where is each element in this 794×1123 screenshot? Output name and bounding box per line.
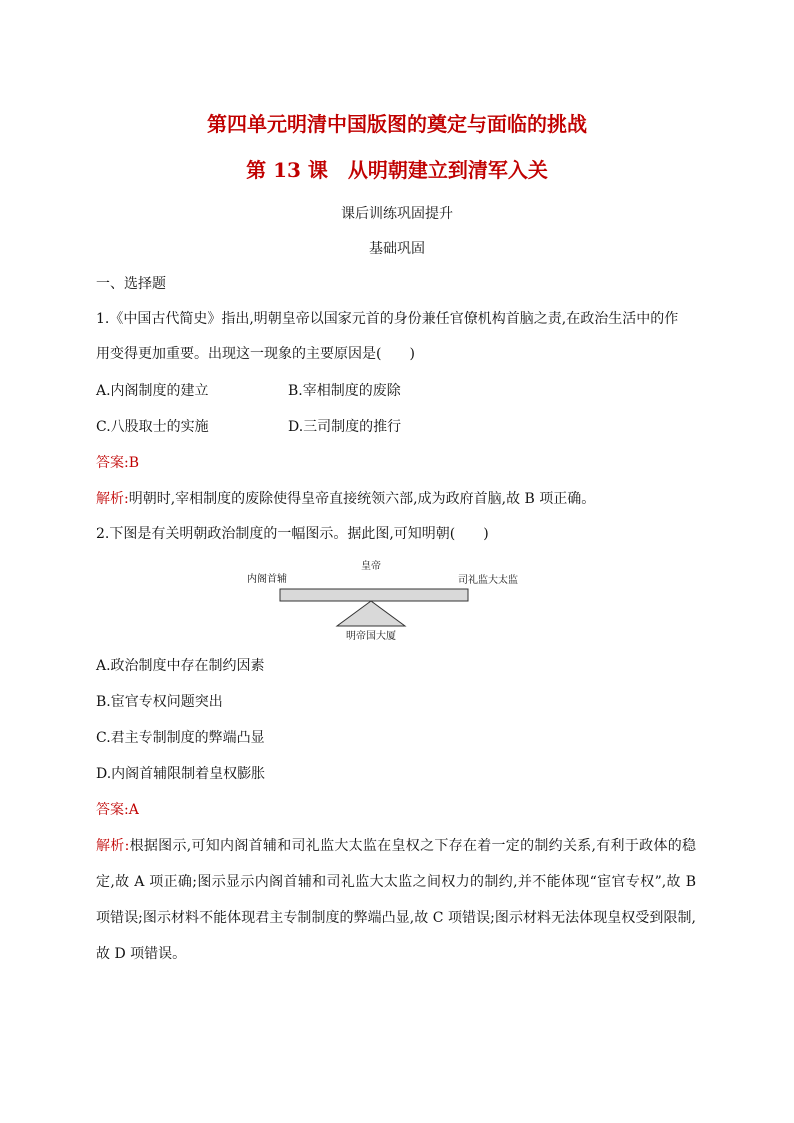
q1-stem-line1: 1.《中国古代简史》指出,明朝皇帝以国家元首的身份兼任官僚机构首脑之责,在政治生活中的作 [96, 311, 679, 327]
q2-analysis-text: 根据图示,可知内阁首辅和司礼监大太监在皇权之下存在着一定的制约关系,有利于政体的稳定,故 A 项正确;图示显示内阁首辅和司礼监大太监之间权力的制约,并不能体现“宦官专权”,故 B 项错误;图示材料不能体现君主专制制度的弊端凸显,故 C 项错误;图示材料无法体现皇权受到限制,故 D 项错误。 [96, 838, 696, 962]
part-label: 一、选择题 [96, 276, 166, 292]
q1-analysis [96, 489, 696, 509]
figure-left-label: 内阁首辅 [247, 574, 287, 585]
figure-top-label: 皇帝 [361, 561, 381, 572]
q2-option-a: A.政治制度中存在制约因素 [96, 658, 265, 674]
q1-option-d: D.三司制度的推行 [288, 419, 402, 435]
lesson-title: 第 13 课 从明朝建立到清军入关 [246, 158, 548, 182]
q2-option-c: C.君主专制制度的弊端凸显 [96, 730, 265, 746]
q2-option-b: B.宦官专权问题突出 [96, 694, 223, 710]
q1-option-a: A.内阁制度的建立 [96, 383, 209, 399]
q2-option-d: D.内阁首辅限制着皇权膨胀 [96, 766, 266, 782]
q2-analysis [96, 828, 696, 972]
unit-title: 第四单元明清中国版图的奠定与面临的挑战 [207, 112, 587, 136]
section-heading: 课后训练巩固提升 [341, 206, 453, 222]
q1-analysis-label: 解析: [96, 491, 129, 507]
subsection-heading: 基础巩固 [369, 241, 425, 257]
q1-stem-line2: 用变得更加重要。出现这一现象的主要原因是( ) [96, 346, 415, 362]
q1-option-c: C.八股取士的实施 [96, 419, 209, 435]
q1-option-b: B.宰相制度的废除 [288, 383, 401, 399]
q1-answer: 答案:B [96, 455, 140, 471]
q2-analysis-label: 解析: [96, 838, 130, 854]
q1-analysis-text: 明朝时,宰相制度的废除使得皇帝直接统领六部,成为政府首脑,故 B 项正确。 [128, 491, 596, 507]
balance-figure [240, 552, 540, 647]
figure-bottom-label: 明帝国大厦 [346, 631, 396, 642]
figure-right-label: 司礼监大太监 [458, 575, 518, 586]
q2-answer: 答案:A [96, 802, 139, 818]
q2-stem: 2.下图是有关明朝政治制度的一幅图示。据此图,可知明朝( ) [96, 526, 489, 542]
balance-fulcrum [337, 601, 405, 626]
balance-beam [280, 589, 468, 601]
